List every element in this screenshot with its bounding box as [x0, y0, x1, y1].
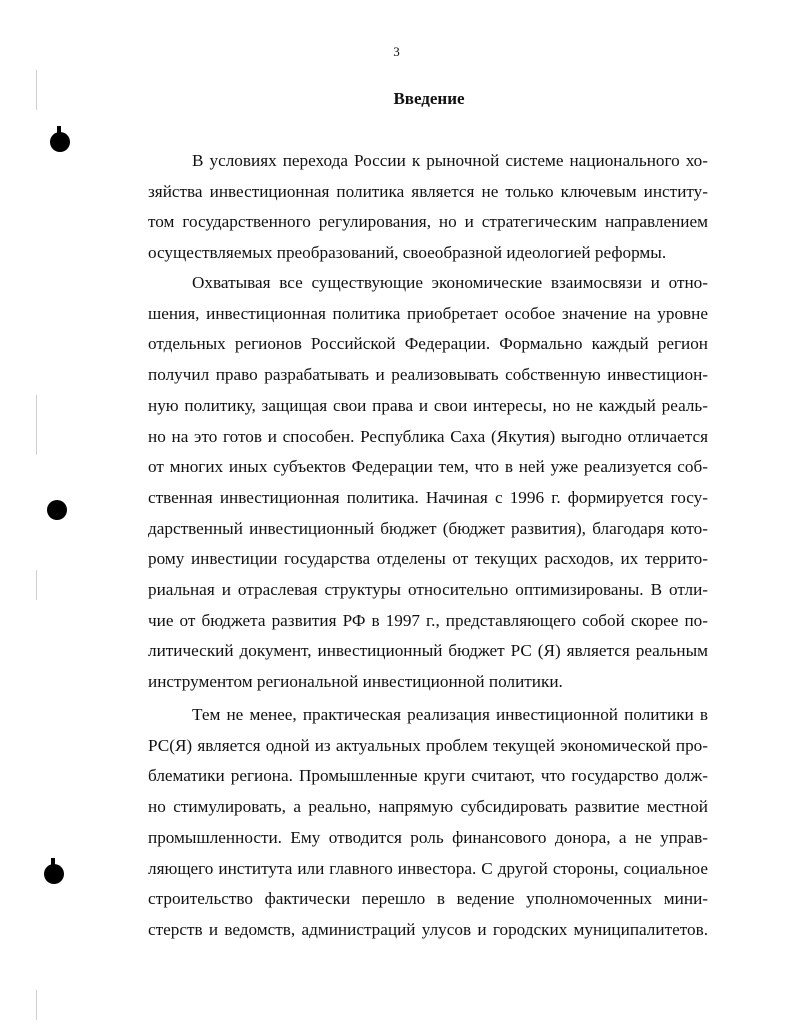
paragraph-line: но стимулировать, а реально, напрямую субсидировать развитие местной	[148, 797, 708, 817]
paragraph-line: чие от бюджета развития РФ в 1997 г., представляющего собой скорее по-	[148, 610, 708, 630]
paragraph-3	[148, 700, 708, 946]
punch-hole-mark	[44, 864, 64, 884]
paragraph-line: ляющего института или главного инвестора. С другой стороны, социальное	[148, 858, 708, 878]
paragraph-line: осуществляемых преобразований, своеобразной идеологией реформы.	[148, 243, 667, 263]
paragraph-line: блематики региона. Промышленные круги считают, что государство долж-	[148, 766, 708, 786]
paragraph-1	[148, 146, 708, 269]
paragraph-line: Тем не менее, практическая реализация инвестиционной политики в	[192, 705, 708, 724]
paragraph-line: строительство фактически перешло в ведение уполномоченных мини-	[148, 889, 708, 909]
paragraph-line: Охватывая все существующие экономические взаимосвязи и отно-	[192, 273, 708, 292]
paragraph-line: РС(Я) является одной из актуальных проблем текущей экономической про-	[148, 735, 708, 755]
margin-scan-line	[36, 395, 37, 455]
paragraph-line: риальная и отраслевая структуры относительно оптимизированы. В отли-	[148, 580, 708, 600]
paragraph-line: промышленности. Ему отводится роль финансового донора, а не управ-	[148, 827, 708, 847]
margin-scan-line	[36, 990, 37, 1020]
paragraph-line: отдельных регионов Российской Федерации. Формально каждый регион	[148, 334, 708, 354]
paragraph-line: ственная инвестиционная политика. Начиная с 1996 г. формируется госу-	[148, 487, 708, 507]
paragraph-line: шения, инвестиционная политика приобретает особое значение на уровне	[148, 303, 708, 323]
paragraph-line: том государственного регулирования, но и стратегическим направлением	[148, 212, 708, 232]
paragraph-2	[148, 268, 708, 698]
paragraph-line: стерств и ведомств, администраций улусов и городских муниципалитетов.	[148, 919, 708, 939]
punch-hole-mark	[47, 500, 67, 520]
paragraph-line: получил право разрабатывать и реализовывать собственную инвестицион-	[148, 365, 708, 385]
page-title: Введение	[393, 89, 465, 108]
punch-hole-mark	[50, 132, 70, 152]
paragraph-line: инструментом региональной инвестиционной политики.	[148, 672, 563, 692]
page-number: 3	[393, 44, 400, 59]
paragraph-line: рому инвестиции государства отделены от текущих расходов, их террито-	[148, 549, 708, 569]
paragraph-line: но на это готов и способен. Республика Саха (Якутия) выгодно отличается	[148, 426, 708, 446]
paragraph-line: литический документ, инвестиционный бюджет РС (Я) является реальным	[148, 641, 708, 661]
paragraph-line: дарственный инвестиционный бюджет (бюджет развития), благодаря кото-	[148, 518, 708, 538]
paragraph-line: зяйства инвестиционная политика является не только ключевым институ-	[148, 181, 708, 201]
margin-scan-line	[36, 570, 37, 600]
paragraph-line: В условиях перехода России к рыночной системе национального хо-	[192, 151, 708, 170]
paragraph-line: ную политику, защищая свои права и свои интересы, но не каждый реаль-	[148, 395, 708, 415]
paragraph-line: от многих иных субъектов Федерации тем, что в ней уже реализуется соб-	[148, 457, 708, 477]
